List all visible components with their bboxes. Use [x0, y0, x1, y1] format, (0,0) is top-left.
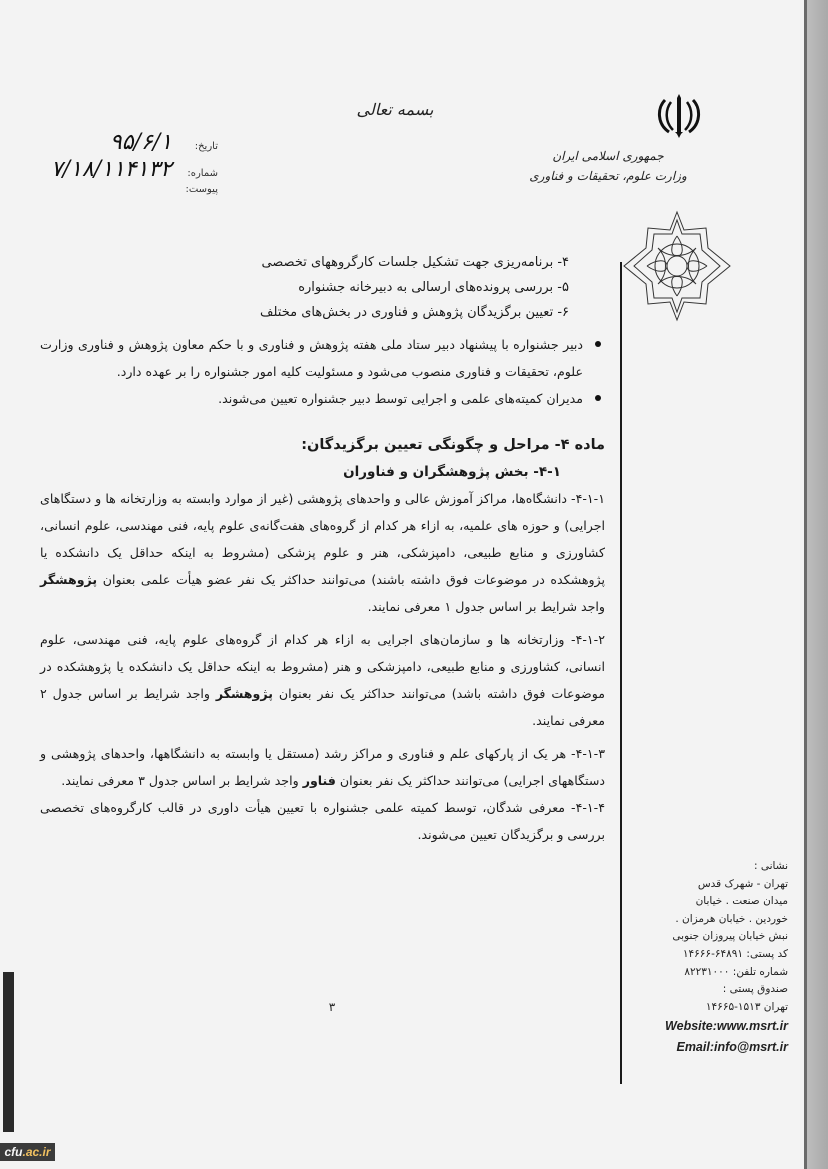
- address-line: میدان صنعت . خیابان: [695, 895, 788, 908]
- ministry-line-1: جمهوری اسلامی ایران: [552, 149, 664, 163]
- margin-divider-line: [620, 262, 622, 1084]
- date-value: ۹۵/۶/۱: [109, 130, 172, 155]
- bullet-list: [40, 331, 605, 412]
- list-item: ۴- برنامه‌ریزی جهت تشکیل جلسات کارگروههای تخصصی: [261, 255, 569, 270]
- address-line: شماره تلفن: ۸۲۲۳۱۰۰۰: [684, 965, 788, 978]
- ministry-line-2: وزارت علوم، تحقیقات و فناوری: [529, 169, 687, 183]
- number-label: شماره:: [187, 168, 218, 179]
- date-row: [20, 130, 220, 157]
- clause-text: واجد شرایط بر اساس جدول ۱ معرفی نمایند.: [367, 599, 605, 614]
- address-line: خوردین . خیابان هرمزان .: [675, 912, 788, 925]
- letter-body: [40, 250, 605, 848]
- attachment-label: پیوست:: [185, 184, 218, 195]
- clause-paragraph: [40, 794, 605, 848]
- ministry-heading: [508, 146, 708, 186]
- section-title: ۴-۱- بخش پژوهشگران و فناوران: [343, 464, 561, 480]
- clause-text: ۴-۱-۲- وزارتخانه ها و سازمان‌های اجرایی به ازاء هر کدام از گروه‌های علوم پایه، فنی مهندسی، علوم انسانی، کشاورزی و منابع طبیعی، دامپزشکی و هنر (مشروط به اینکه حداقل یک دانشکده یا پژوهشکده در موضوعات فوق داشته باشد) می‌توانند حداکثر یک نفر بعنوان: [40, 632, 605, 701]
- page-number: ۳: [328, 1000, 336, 1014]
- clause-text: واجد شرایط بر اساس جدول ۲ معرفی نمایند.: [40, 686, 605, 728]
- site-watermark[interactable]: [0, 1143, 55, 1161]
- clause-text: واجد شرایط بر اساس جدول ۳ معرفی نمایند.: [61, 773, 303, 788]
- address-line: نبش خیابان پیروزان جنوبی: [672, 930, 788, 943]
- iran-emblem-icon: [655, 94, 703, 138]
- number-value: ۷/۱۸/۱۱۴۱۳۲: [50, 157, 172, 182]
- email-link[interactable]: Email:info@msrt.ir: [676, 1040, 788, 1055]
- clause-text: ۴-۱-۳- هر یک از پارکهای علم و فناوری و مراکز رشد (مستقل یا وابسته به دانشگاهها، واحدهای پژوهشی و دستگاههای اجرایی) می‌توانند حداکثر یک نفر بعنوان: [40, 746, 605, 788]
- list-item: ۶- تعیین برگزیدگان پژوهش و فناوری در بخش‌های مختلف: [260, 305, 569, 320]
- clause-bold-term: پژوهشگر: [40, 572, 98, 587]
- number-row: [20, 157, 220, 184]
- address-line: صندوق پستی :: [722, 983, 788, 996]
- clause-bold-term: فناور: [302, 773, 336, 788]
- date-label: تاریخ:: [194, 141, 218, 152]
- address-line: کد پستی: ۶۴۸۹۱-۱۴۶۶۶: [682, 947, 788, 960]
- clause-paragraph: [40, 740, 605, 794]
- list-item: ۵- بررسی پرونده‌های ارسالی به دبیرخانه جشنواره: [298, 280, 569, 295]
- address-label: نشانی :: [753, 860, 788, 872]
- letter-metadata: [20, 130, 220, 211]
- bullet-item: دبیر جشنواره با پیشنهاد دبیر ستاد ملی هفته پژوهش و فناوری و با حکم معاون پژوهش و فناوری وزارت علوم، تحقیقات و فناوری منصوب می‌شود و مسئولیت کلیه امور جشنواره را بر عهده دارد.: [40, 331, 605, 385]
- clause-text: ۴-۱-۱- دانشگاه‌ها، مراکز آموزش عالی و واحدهای پژوهشی (غیر از موارد وابسته به وزارتخانه ها و دستگاهای اجرایی) و حوزه های علمیه، به ازاء هر کدام از گروه‌های هفت‌گانه‌ی علوم پایه، فنی مهندسی، علوم انسانی، کشاورزی و منابع طبیعی، دامپزشکی، هنر و علوم پزشکی (مشروط به اینکه حداقل یک دانشکده یا پژوهشکده در موضوعات فوق داشته باشند) می‌توانند حداکثر یک نفر عضو هیأت علمی بعنوان: [40, 491, 605, 587]
- islamic-star-ornament-icon: [618, 208, 736, 324]
- bismillah-heading: بسمه تعالی: [356, 100, 434, 119]
- bullet-item: مدیران کمیته‌های علمی و اجرایی توسط دبیر جشنواره تعیین می‌شوند.: [40, 385, 605, 412]
- clause-text: ۴-۱-۴- معرفی شدگان، توسط کمیته علمی جشنواره با تعیین هیأت داوری در قالب کارگروه‌های تخصصی بررسی و برگزیدگان تعیین می‌شوند.: [40, 800, 605, 842]
- numbered-duties-list: [40, 250, 605, 325]
- watermark-part-2: .ac.ir: [22, 1145, 51, 1159]
- address-block: [628, 858, 796, 1058]
- article-title: ماده ۴- مراحل و چگونگی تعیین برگزیدگان:: [301, 437, 605, 453]
- watermark-part-1: cfu: [4, 1145, 23, 1159]
- scan-background-edge: [807, 0, 828, 1169]
- address-line: تهران ۱۵۱۳-۱۴۶۶۵: [705, 1000, 788, 1013]
- scan-edge-mark: [3, 972, 14, 1132]
- clause-paragraph: [40, 626, 605, 734]
- address-line: تهران - شهرک قدس: [697, 877, 788, 890]
- website-link[interactable]: Website:www.msrt.ir: [665, 1019, 788, 1034]
- clause-bold-term: پژوهشگر: [215, 686, 273, 701]
- attachment-row: [20, 184, 220, 211]
- clause-paragraph: [40, 485, 605, 620]
